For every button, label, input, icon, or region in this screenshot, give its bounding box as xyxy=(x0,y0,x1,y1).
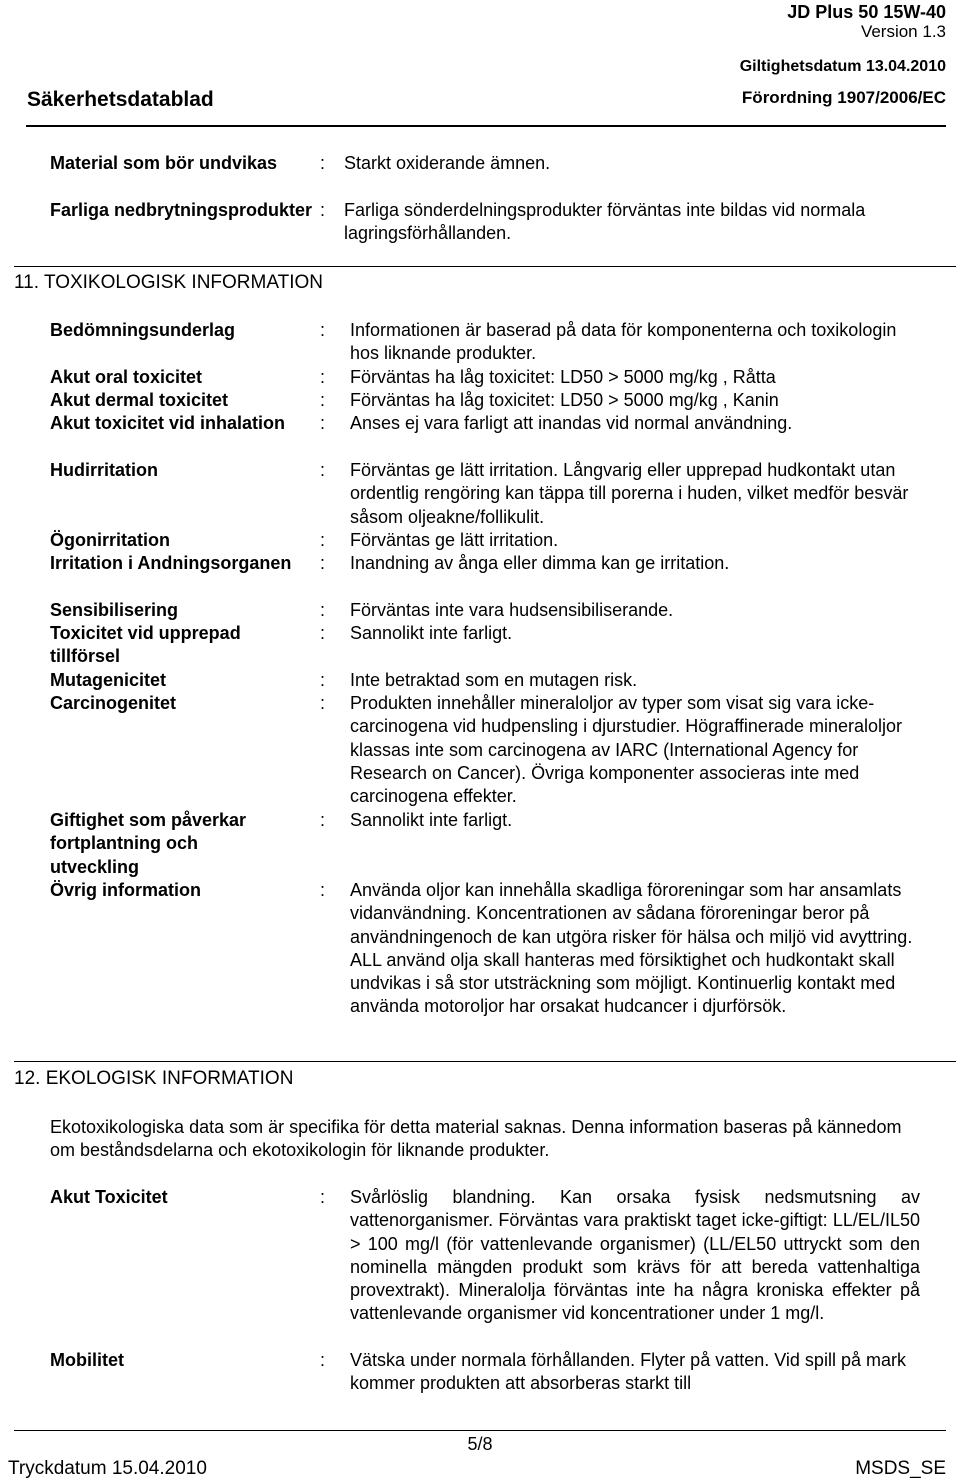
version-label: Version 1.3 xyxy=(860,22,946,41)
property-label: Bedömningsunderlag xyxy=(50,320,236,340)
property-value: Svårlöslig blandning. Kan orsaka fysisk nedsmutsning av vattenorganismer. Förväntas vara praktiskt taget icke-giftigt: LL/EL/IL50 > 100 mg/l (för vattenlevande organismer) (LL/EL50 uttryckt som den nominella mängden produkt som krävs för att bereda vattenhaltiga provextrakt). Mineralolja förväntas inte ha några kroniska effekter på vattenlevande organismer vid koncentrationer under 1 mg/l. xyxy=(350,1187,920,1324)
print-date: Tryckdatum 15.04.2010 xyxy=(8,1458,207,1479)
property-value: Förväntas ge lätt irritation. xyxy=(350,530,559,550)
property-label: Akut Toxicitet xyxy=(50,1187,168,1207)
property-label: Irritation i Andningsorganen xyxy=(50,553,292,573)
property-label: Mobilitet xyxy=(50,1350,124,1370)
document-title: Säkerhetsdatablad xyxy=(27,88,214,111)
property-value: Förväntas ha låg toxicitet: LD50 > 5000 mg/kg , Råtta xyxy=(350,367,776,387)
property-value: Informationen är baserad på data för komponenterna och toxikologin hos liknande produkter. xyxy=(350,320,897,364)
property-value: Förväntas ha låg toxicitet: LD50 > 5000 mg/kg , Kanin xyxy=(350,390,779,410)
property-value: Starkt oxiderande ämnen. xyxy=(344,153,551,173)
header-divider xyxy=(26,125,946,127)
colon: : xyxy=(320,460,326,480)
property-label: Ögonirritation xyxy=(50,530,170,550)
page-number: 5/8 xyxy=(467,1434,493,1454)
property-label: Övrig information xyxy=(50,880,202,900)
property-label: Akut dermal toxicitet xyxy=(50,390,229,410)
property-label: Toxicitet vid upprepad tillförsel xyxy=(50,623,241,667)
property-value: Anses ej vara farligt att inandas vid normal användning. xyxy=(350,413,793,433)
property-label: Material som bör undvikas xyxy=(50,153,278,173)
intro-paragraph: Ekotoxikologiska data som är specifika för detta material saknas. Denna information baseras på kännedom om beståndsdelarna och ekotoxikologin för liknande produkter. xyxy=(50,1117,902,1161)
footer-divider xyxy=(14,1430,946,1431)
property-value: Produkten innehåller mineraloljor av typer som visat sig vara icke-carcinogena vid hudpensling i djurstudier. Högraffinerade mineraloljor klassas inte som carcinogena av IARC (International Agency for Research on Cancer). Övriga komponenter associeras inte med carcinogena effekter. xyxy=(350,693,902,807)
colon: : xyxy=(320,413,326,433)
property-label: Akut oral toxicitet xyxy=(50,367,203,387)
document-code: MSDS_SE xyxy=(855,1458,946,1479)
property-value: Farliga sönderdelningsprodukter förväntas inte bildas vid normala lagringsförhållanden. xyxy=(344,200,866,244)
colon: : xyxy=(320,623,326,643)
colon: : xyxy=(320,693,326,713)
colon: : xyxy=(320,880,326,900)
property-value: Använda oljor kan innehålla skadliga föroreningar som har ansamlats vidanvändning. Koncentrationen av sådana föroreningar beror på användningenoch de kan utgöra risker för hälsa och miljö vid avyttring. ALL använd olja skall hanteras med försiktighet och hudkontakt skall undvikas i så stor utsträckning som möjligt. Kontinuerlig kontakt med använda motoroljor har orsakat hudcancer i djurförsök. xyxy=(350,880,913,1017)
property-label: Hudirritation xyxy=(50,460,158,480)
colon: : xyxy=(320,810,326,830)
section-heading: 11. TOXIKOLOGISK INFORMATION xyxy=(14,272,323,293)
property-value: Förväntas inte vara hudsensibiliserande. xyxy=(350,600,674,620)
property-value: Inte betraktad som en mutagen risk. xyxy=(350,670,638,690)
colon: : xyxy=(320,553,326,573)
property-label: Sensibilisering xyxy=(50,600,179,620)
section-divider xyxy=(14,1061,956,1062)
section-divider xyxy=(14,266,956,267)
property-label: Carcinogenitet xyxy=(50,693,177,713)
property-value: Förväntas ge lätt irritation. Långvarig eller upprepad hudkontakt utan ordentlig rengöring kan täppa till porerna i huden, vilket medför besvär såsom oljeakne/follikulit. xyxy=(350,460,909,527)
colon: : xyxy=(320,200,326,220)
colon: : xyxy=(320,390,326,410)
colon: : xyxy=(320,367,326,387)
property-label: Farliga nedbrytningsprodukter xyxy=(50,200,313,220)
property-label: Akut toxicitet vid inhalation xyxy=(50,413,286,433)
colon: : xyxy=(320,530,326,550)
property-label: Giftighet som påverkar fortplantning och utveckling xyxy=(50,810,247,877)
property-value: Inandning av ånga eller dimma kan ge irritation. xyxy=(350,553,730,573)
product-name: JD Plus 50 15W-40 xyxy=(787,2,946,22)
colon: : xyxy=(320,1350,326,1370)
property-value: Sannolikt inte farligt. xyxy=(350,623,513,643)
property-value: Vätska under normala förhållanden. Flyter på vatten. Vid spill på mark kommer produkten att absorberas starkt till xyxy=(350,1350,906,1394)
section-heading: 12. EKOLOGISK INFORMATION xyxy=(14,1068,294,1089)
regulation-label: Förordning 1907/2006/EC xyxy=(741,88,946,107)
property-value: Sannolikt inte farligt. xyxy=(350,810,513,830)
property-label: Mutagenicitet xyxy=(50,670,167,690)
colon: : xyxy=(320,320,326,340)
colon: : xyxy=(320,600,326,620)
colon: : xyxy=(320,1187,326,1207)
colon: : xyxy=(320,670,326,690)
colon: : xyxy=(320,153,326,173)
validity-date: Giltighetsdatum 13.04.2010 xyxy=(739,58,946,75)
